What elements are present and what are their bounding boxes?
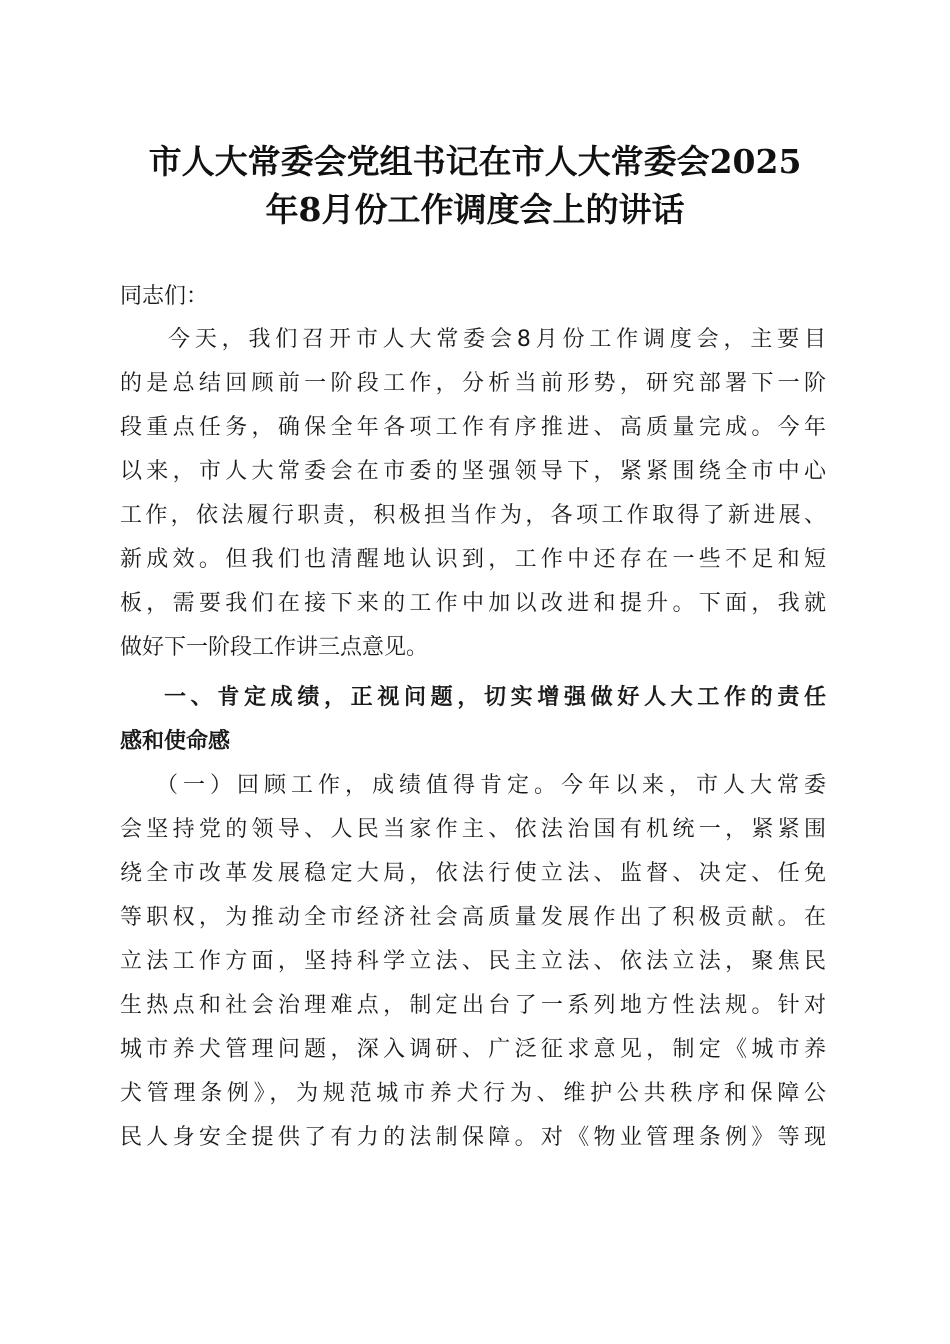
greeting-text: 同志们： xyxy=(120,284,209,309)
paragraph-line: （一）回顾工作，成绩值得肯定。今年以来，市人大常委 xyxy=(156,773,826,798)
paragraph-line: 的是总结回顾前一阶段工作，分析当前形势，研究部署下一阶 xyxy=(120,371,826,396)
heading-line: 一、肯定成绩，正视问题，切实增强做好人大工作的责任 xyxy=(164,685,826,710)
paragraph-line: 做好下一阶段工作讲三点意见。 xyxy=(120,635,429,660)
paragraph-line: 今天，我们召开市人大常委会8月份工作调度会，主要目 xyxy=(168,327,826,352)
document-title xyxy=(100,138,850,234)
heading-line: 感和使命感 xyxy=(120,729,231,754)
paragraph-line: 犬管理条例》，为规范城市养犬行为、维护公共秩序和保障公 xyxy=(120,1081,826,1106)
paragraph-line: 绕全市改革发展稳定大局，依法行使立法、监督、决定、任免 xyxy=(120,861,826,886)
paragraph-line: 立法工作方面，坚持科学立法、民主立法、依法立法，聚焦民 xyxy=(120,949,826,974)
paragraph-line: 城市养犬管理问题，深入调研、广泛征求意见，制定《城市养 xyxy=(120,1037,826,1062)
paragraph-line: 民人身安全提供了有力的法制保障。对《物业管理条例》等现 xyxy=(120,1125,826,1150)
paragraph-line: 板，需要我们在接下来的工作中加以改进和提升。下面，我就 xyxy=(120,591,826,616)
paragraph-line: 会坚持党的领导、人民当家作主、依法治国有机统一，紧紧围 xyxy=(120,817,826,842)
paragraph-line: 等职权，为推动全市经济社会高质量发展作出了积极贡献。在 xyxy=(120,905,826,930)
paragraph-line: 段重点任务，确保全年各项工作有序推进、高质量完成。今年 xyxy=(120,415,826,440)
paragraph-line: 生热点和社会治理难点，制定出台了一系列地方性法规。针对 xyxy=(120,993,826,1018)
title-line-1: 市人大常委会党组书记在市人大常委会2025 xyxy=(148,142,802,181)
greeting xyxy=(120,275,826,319)
paragraph-line: 以来，市人大常委会在市委的坚强领导下，紧紧围绕全市中心 xyxy=(120,459,826,484)
paragraph-review xyxy=(120,764,826,1160)
section-heading-1 xyxy=(120,676,826,764)
paragraph-line: 新成效。但我们也清醒地认识到，工作中还存在一些不足和短 xyxy=(120,547,826,572)
paragraph-line: 工作，依法履行职责，积极担当作为，各项工作取得了新进展、 xyxy=(120,503,826,528)
paragraph-intro xyxy=(120,318,826,670)
title-line-2: 年8月份工作调度会上的讲话 xyxy=(265,190,685,229)
